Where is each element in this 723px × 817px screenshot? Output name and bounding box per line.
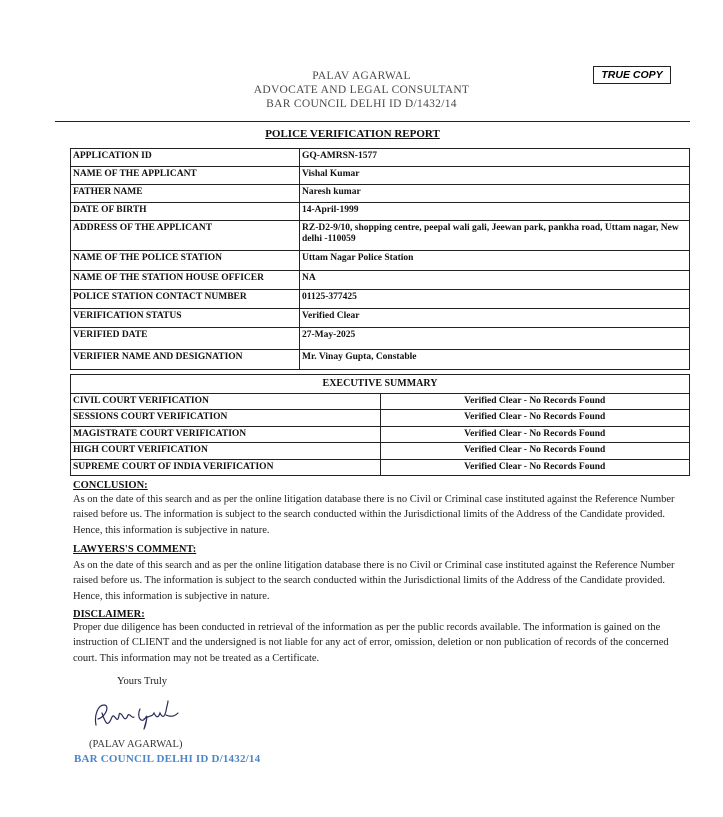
table-row: [71, 185, 690, 203]
signatory-name: (PALAV AGARWAL): [89, 739, 183, 750]
court-label: CIVIL COURT VERIFICATION: [71, 393, 381, 410]
table-row: [71, 149, 690, 167]
table-row: [71, 203, 690, 221]
detail-label: NAME OF THE STATION HOUSE OFFICER: [71, 271, 300, 290]
detail-value: NA: [300, 271, 690, 290]
detail-label: VERIFIER NAME AND DESIGNATION: [71, 350, 300, 370]
court-result: Verified Clear - No Records Found: [380, 459, 690, 476]
detail-value: Verified Clear: [300, 309, 690, 328]
conclusion-text: As on the date of this search and as per the online litigation database there is no Civil or Criminal case instituted against the Reference Number raised before us. The information is subject to the search conducted within the Jurisdictional limits of the Address of the Candidate provided. Hence, this information is subjective in nature.: [73, 494, 675, 536]
detail-value: Vishal Kumar: [300, 167, 690, 185]
lawyers-comment-text: As on the date of this search and as per the online litigation database there is no Civil or Criminal case instituted against the Reference Number raised before us. The information is subject to the search conducted within the Jurisdictional limits of the Address of the Candidate provided. Hence, this information is subjective in nature.: [73, 560, 675, 602]
court-result: Verified Clear - No Records Found: [380, 410, 690, 427]
detail-label: VERIFIED DATE: [71, 328, 300, 350]
court-label: MAGISTRATE COURT VERIFICATION: [71, 426, 381, 443]
detail-value: RZ-D2-9/10, shopping centre, peepal wali gali, Jeewan park, pankha road, Uttam nagar, New delhi -110059: [300, 221, 690, 251]
report-title: POLICE VERIFICATION REPORT: [265, 128, 440, 140]
detail-label: POLICE STATION CONTACT NUMBER: [71, 290, 300, 309]
table-row: [71, 167, 690, 185]
detail-value: Naresh kumar: [300, 185, 690, 203]
lawyers-comment-title: LAWYERS'S COMMENT:: [73, 544, 197, 555]
summary-title: EXECUTIVE SUMMARY: [71, 375, 690, 394]
true-copy-stamp: TRUE COPY: [593, 66, 671, 84]
table-row: [71, 410, 690, 427]
court-result: Verified Clear - No Records Found: [380, 426, 690, 443]
detail-label: NAME OF THE APPLICANT: [71, 167, 300, 185]
table-row: [71, 393, 690, 410]
signature: [88, 695, 188, 740]
header-divider: [55, 121, 690, 122]
table-row: [71, 290, 690, 309]
court-label: HIGH COURT VERIFICATION: [71, 443, 381, 460]
detail-label: NAME OF THE POLICE STATION: [71, 251, 300, 271]
court-label: SESSIONS COURT VERIFICATION: [71, 410, 381, 427]
signature-icon: [88, 695, 188, 735]
advocate-bar-id: BAR COUNCIL DELHI ID D/1432/14: [266, 98, 457, 110]
disclaimer-text: Proper due diligence has been conducted in retrieval of the information as per the public records available. The information is gained on the instruction of CLIENT and the undersigned is not liable for any act of error, omission, deletion or non publication of records of the concerned court. This information may not be treated as a Certificate.: [73, 622, 669, 664]
closing-text: Yours Truly: [117, 676, 168, 687]
table-row: [71, 221, 690, 251]
applicant-details-table: [70, 148, 690, 370]
detail-value: Uttam Nagar Police Station: [300, 251, 690, 271]
advocate-name: PALAV AGARWAL: [312, 70, 411, 82]
table-row: [71, 328, 690, 350]
detail-value: 01125-377425: [300, 290, 690, 309]
detail-label: VERIFICATION STATUS: [71, 309, 300, 328]
detail-label: DATE OF BIRTH: [71, 203, 300, 221]
table-row: [71, 443, 690, 460]
advocate-designation: ADVOCATE AND LEGAL CONSULTANT: [253, 84, 470, 96]
summary-header-row: [71, 375, 690, 394]
executive-summary-table: [70, 374, 690, 476]
detail-value: Mr. Vinay Gupta, Constable: [300, 350, 690, 370]
table-row: [71, 350, 690, 370]
detail-label: FATHER NAME: [71, 185, 300, 203]
detail-value: 27-May-2025: [300, 328, 690, 350]
court-result: Verified Clear - No Records Found: [380, 393, 690, 410]
table-row: [71, 459, 690, 476]
detail-value: 14-April-1999: [300, 203, 690, 221]
disclaimer-title: DISCLAIMER:: [73, 609, 145, 620]
table-row: [71, 251, 690, 271]
conclusion-title: CONCLUSION:: [73, 480, 148, 491]
detail-value: GQ-AMRSN-1577: [300, 149, 690, 167]
court-result: Verified Clear - No Records Found: [380, 443, 690, 460]
table-row: [71, 426, 690, 443]
table-row: [71, 309, 690, 328]
court-label: SUPREME COURT OF INDIA VERIFICATION: [71, 459, 381, 476]
signatory-bar-id: BAR COUNCIL DELHI ID D/1432/14: [74, 753, 261, 765]
detail-label: ADDRESS OF THE APPLICANT: [71, 221, 300, 251]
table-row: [71, 271, 690, 290]
detail-label: APPLICATION ID: [71, 149, 300, 167]
